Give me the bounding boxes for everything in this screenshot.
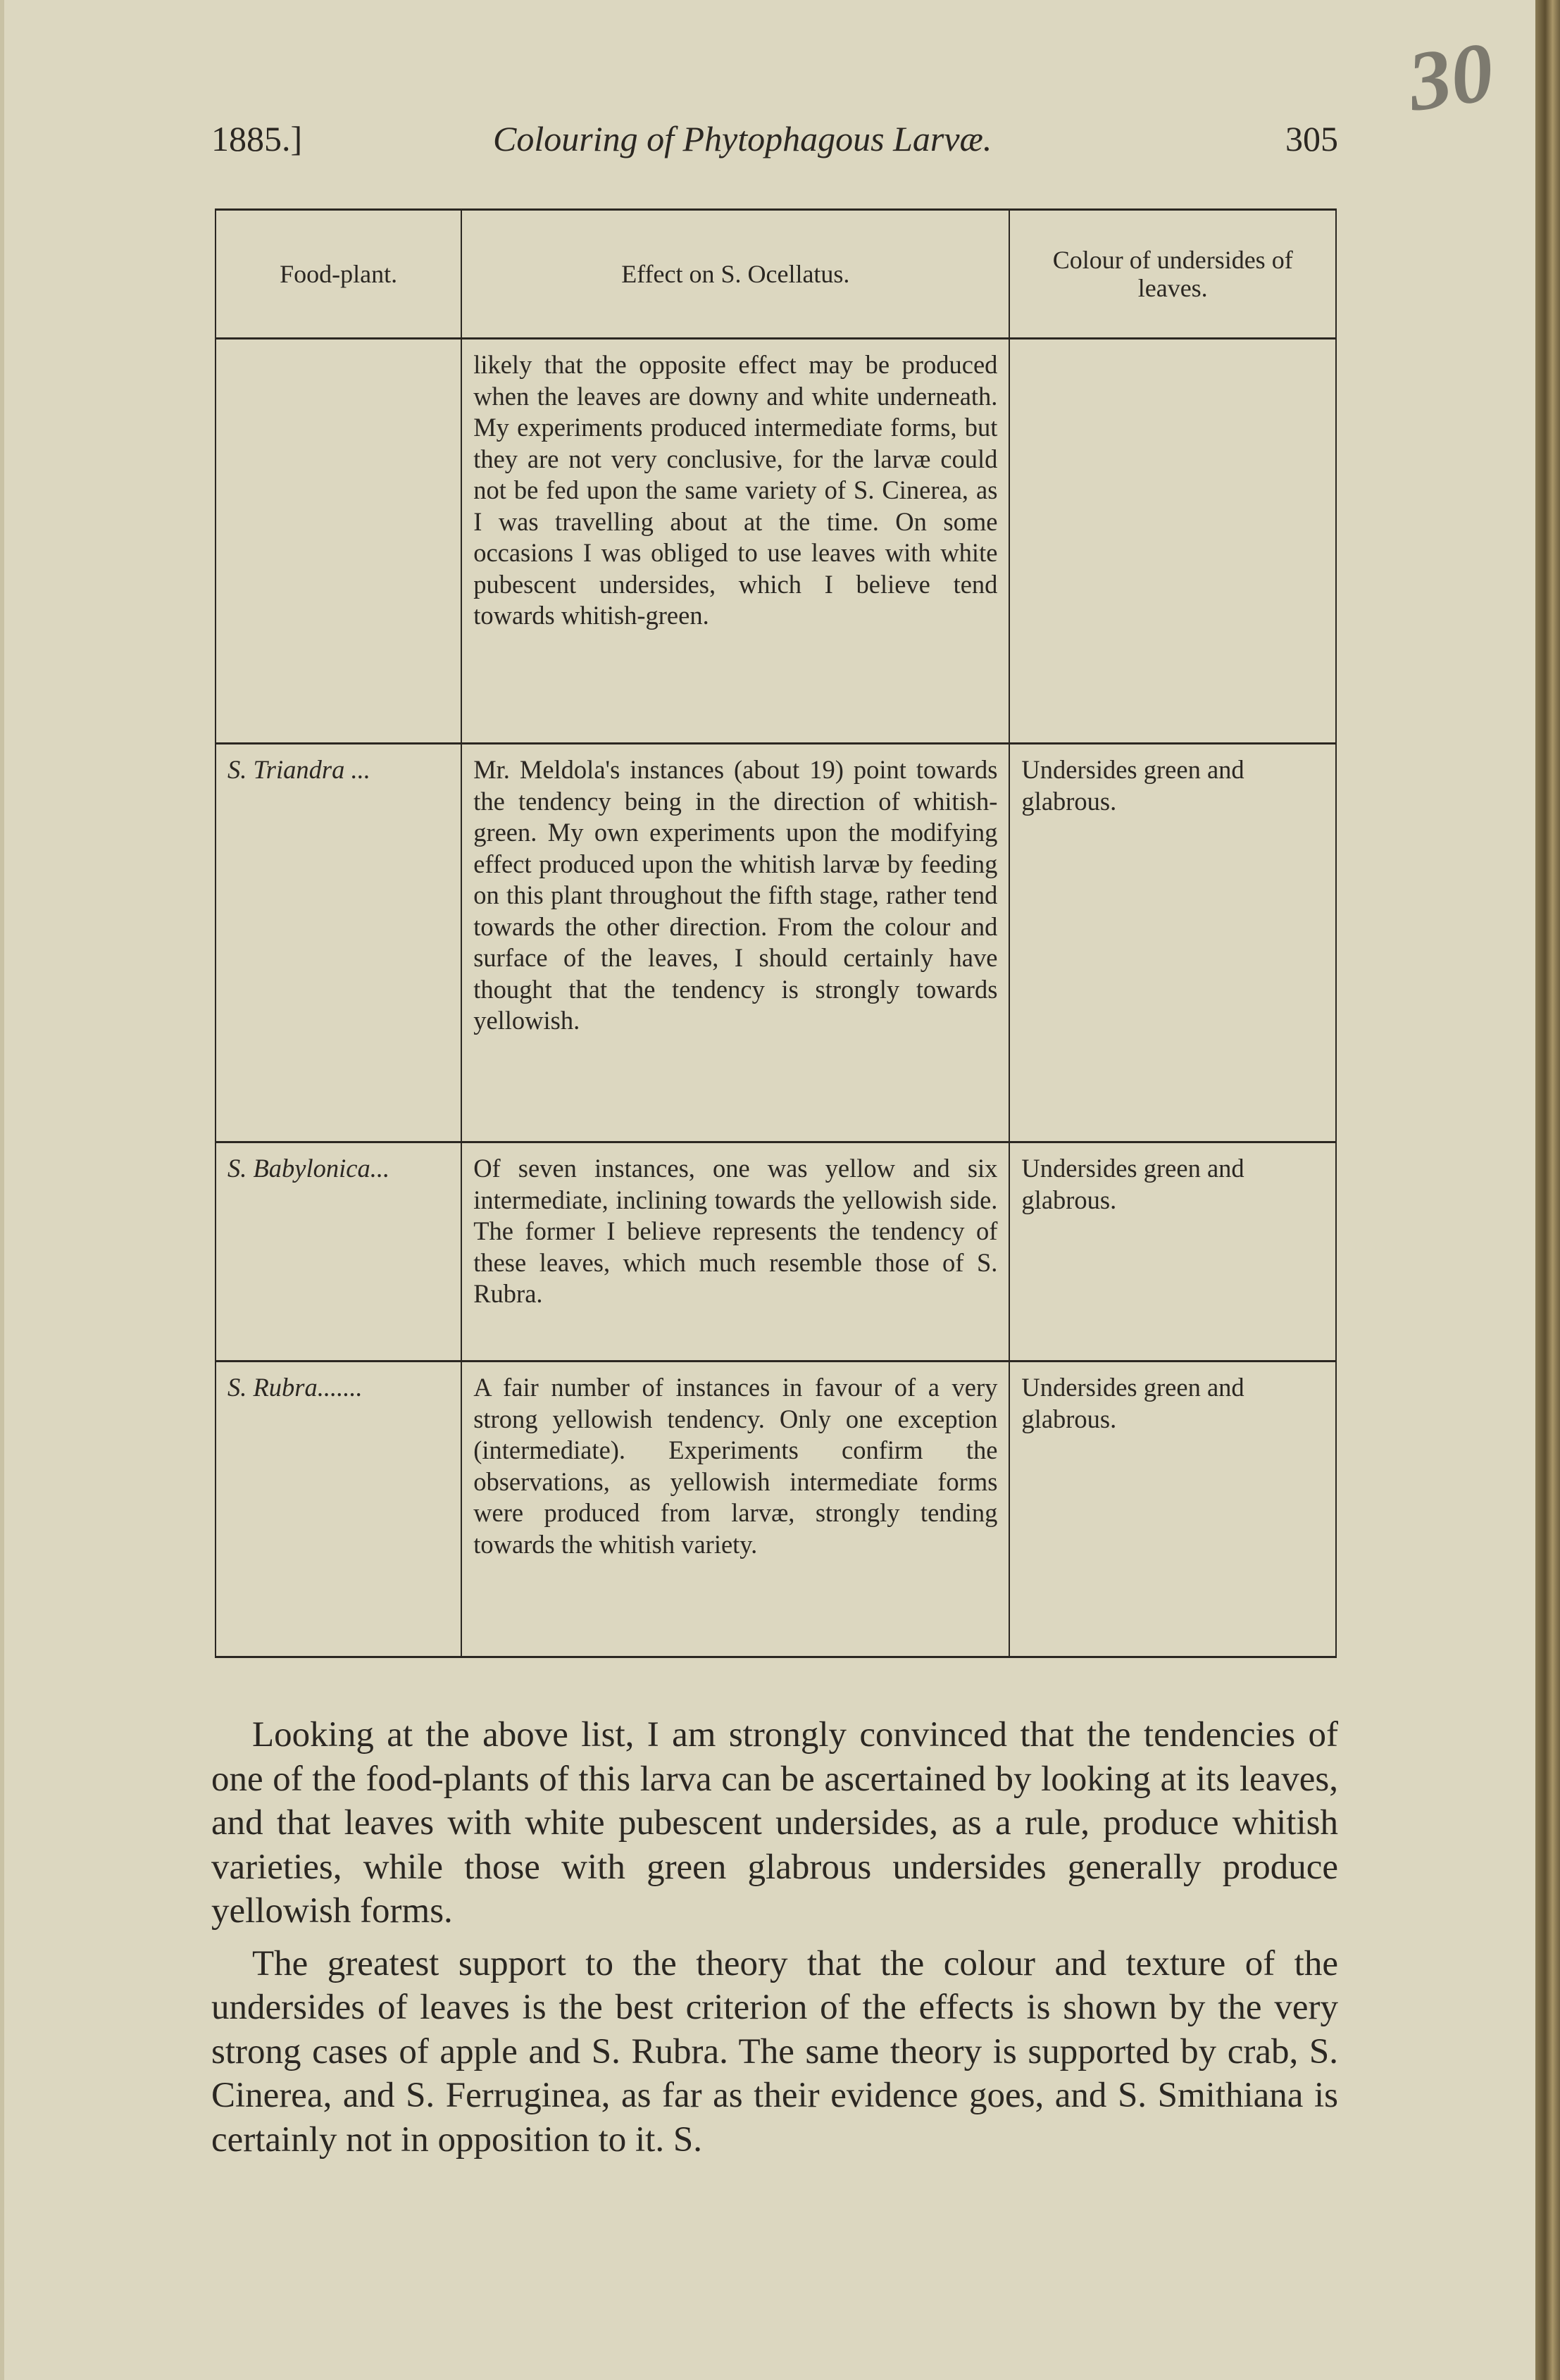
book-spine bbox=[1535, 0, 1560, 2380]
food-plant-table bbox=[215, 208, 1337, 1658]
effect-cell: Of seven instances, one was yellow and six intermediate, inclining towards the yellowish side. The former I believe represents the tendency of these leaves, which much resemble those of S. Rubra. bbox=[461, 1142, 1009, 1362]
colour-cell: Undersides green and glabrous. bbox=[1009, 744, 1336, 1142]
effect-cell: A fair number of instances in favour of a very strong yellowish tendency. Only one exception (intermediate). Experiments confirm the observations, as yellowish intermediate forms were produced from larvæ, strongly tending towards the whitish variety. bbox=[461, 1362, 1009, 1657]
body-text bbox=[211, 1713, 1338, 2170]
plant-cell bbox=[216, 339, 461, 744]
plant-cell: S. Triandra ... bbox=[216, 744, 461, 1142]
colour-cell: Undersides green and glabrous. bbox=[1009, 1142, 1336, 1362]
effect-cell: likely that the opposite effect may be produced when the leaves are downy and white underneath. My experiments produced intermediate forms, but they are not very conclusive, for the larvæ could not be fed upon the same variety of S. Cinerea, as I was travelling about at the time. On some occasions I was obliged to use leaves with white pubescent undersides, which I believe tend towards whitish-green. bbox=[461, 339, 1009, 744]
pencil-page-mark: 30 bbox=[1402, 24, 1499, 129]
page-left-edge bbox=[0, 0, 4, 2380]
paragraph: The greatest support to the theory that the colour and texture of the undersides of leaves is the best criterion of the effects is shown by the very strong cases of apple and S. Rubra. The same theory is supported by crab, S. Cinerea, and S. Ferruginea, as far as their evidence goes, and S. Smithiana is certainly not in opposition to it. S. bbox=[211, 1943, 1338, 2160]
table-row bbox=[216, 1142, 1336, 1362]
column-header-food-plant: Food-plant. bbox=[216, 210, 461, 339]
column-header-effect: Effect on S. Ocellatus. bbox=[461, 210, 1009, 339]
table-row bbox=[216, 1362, 1336, 1657]
table-row bbox=[216, 744, 1336, 1142]
page-number: 305 bbox=[1285, 119, 1338, 158]
header-title: Colouring of Phytophagous Larvæ. bbox=[493, 119, 992, 158]
paragraph: Looking at the above list, I am strongly convinced that the tendencies of one of the food-plants of this larva can be ascertained by looking at its leaves, and that leaves with white pubescent undersides, as a rule, produce whitish varieties, while those with green glabrous undersides generally produce yellowish forms. bbox=[211, 1715, 1338, 1931]
effect-cell: Mr. Meldola's instances (about 19) point towards the tendency being in the direction of whitish-green. My own experiments upon the modifying effect produced upon the whitish larvæ by feeding on this plant throughout the fifth stage, rather tend towards the other direction. From the colour and surface of the leaves, I should certainly have thought that the tendency is strongly towards yellowish. bbox=[461, 744, 1009, 1142]
colour-cell bbox=[1009, 339, 1336, 744]
table-header-row bbox=[216, 210, 1336, 339]
plant-cell: S. Babylonica... bbox=[216, 1142, 461, 1362]
colour-cell: Undersides green and glabrous. bbox=[1009, 1362, 1336, 1657]
table-row bbox=[216, 339, 1336, 744]
plant-cell: S. Rubra....... bbox=[216, 1362, 461, 1657]
column-header-colour: Colour of undersides of leaves. bbox=[1009, 210, 1336, 339]
header-year: 1885.] bbox=[211, 119, 303, 158]
running-header bbox=[211, 118, 1338, 175]
